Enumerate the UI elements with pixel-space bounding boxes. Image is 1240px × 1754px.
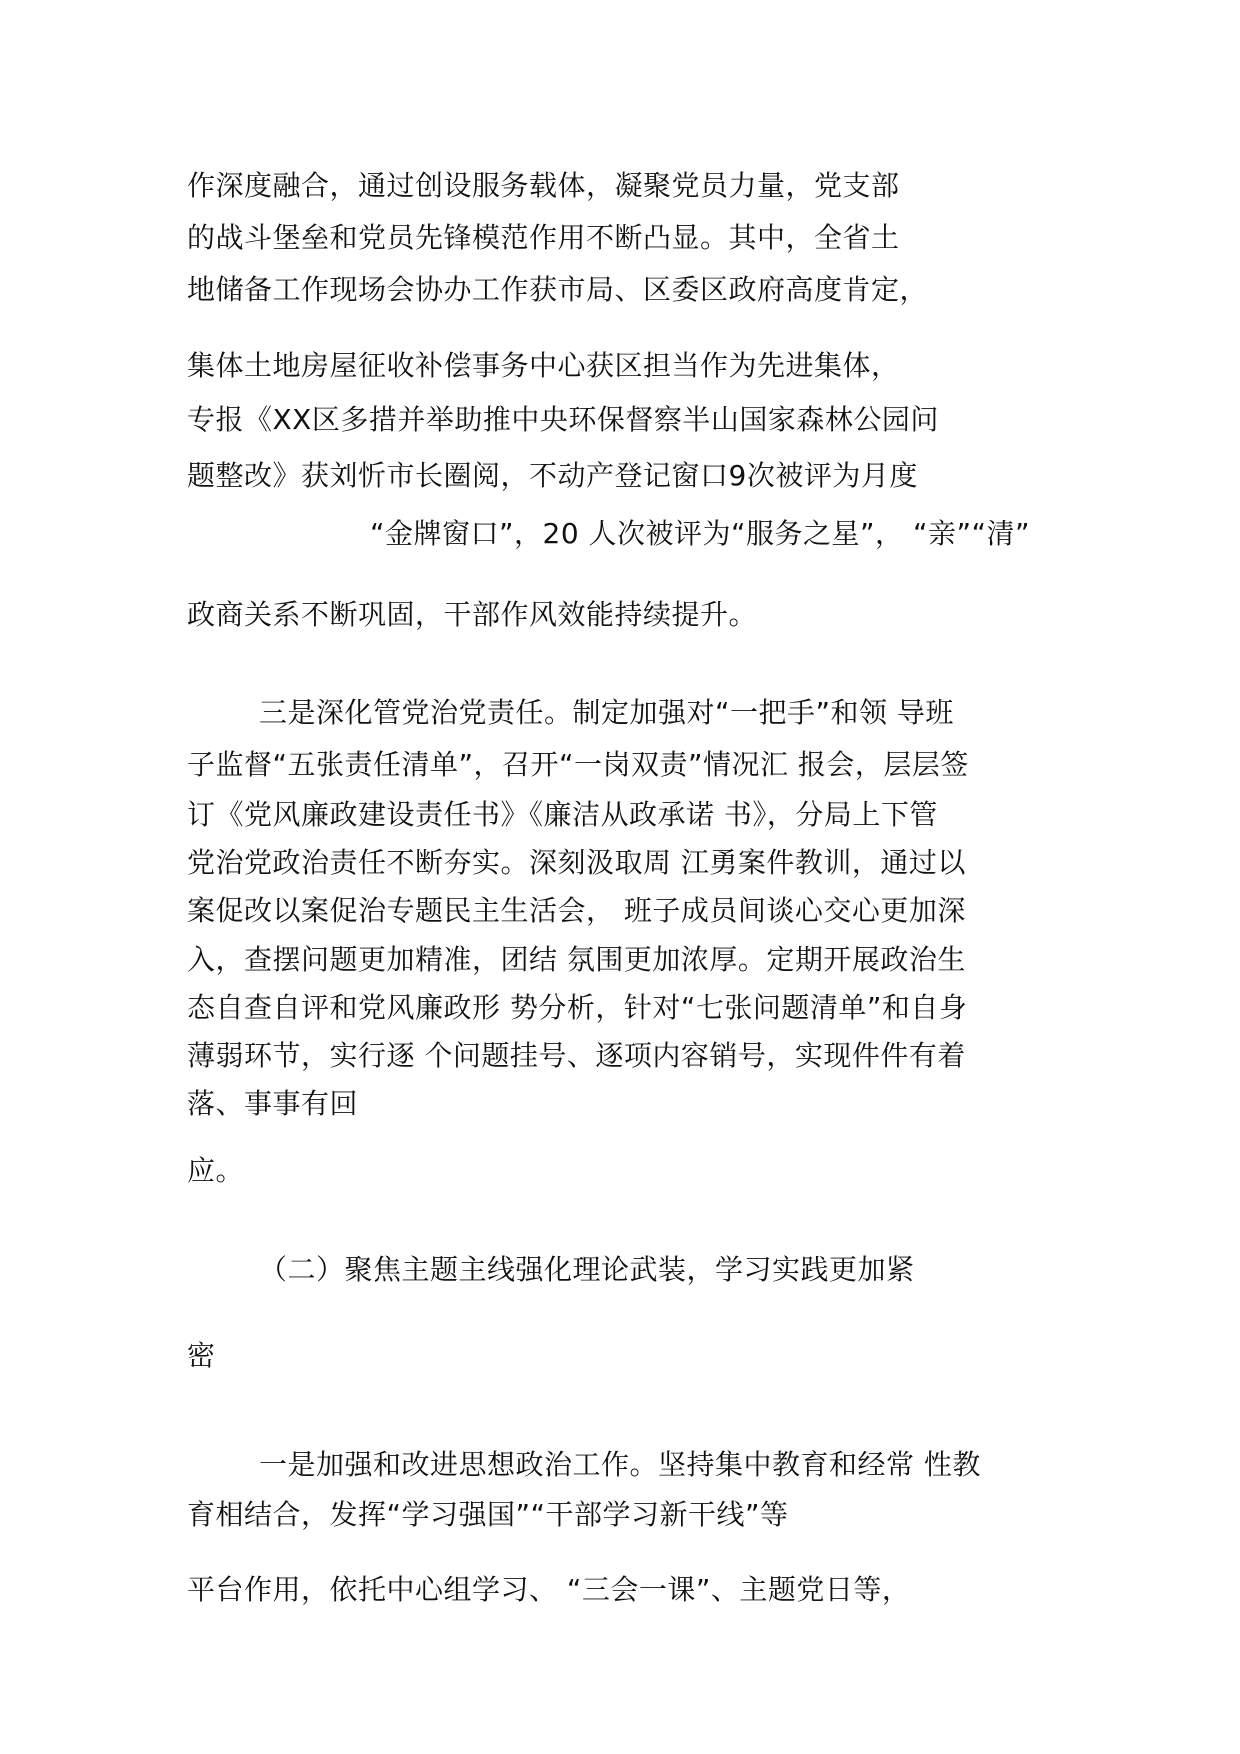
section-heading-continuation: 密	[187, 1339, 216, 1372]
paragraph-first-line: 三是深化管党治党责任。制定加强对“一把手”和领 导班	[259, 696, 954, 729]
paragraph-line: 应。	[187, 1154, 245, 1187]
paragraph-line: 地储备工作现场会协办工作获市局、区委区政府高度肯定，	[187, 273, 929, 306]
paragraph-line: 作深度融合，通过创设服务载体，凝聚党员力量，党支部	[187, 169, 900, 202]
paragraph-line: 的战斗堡垒和党员先锋模范作用不断凸显。其中，全省土	[187, 221, 900, 254]
paragraph-line: 薄弱环节，实行逐 个问题挂号、逐项内容销号，实现件件有着	[187, 1039, 966, 1072]
paragraph-line: 党治党政治责任不断夯实。深刻汲取周 江勇案件教训，通过以	[187, 846, 966, 879]
paragraph-line: 集体土地房屋征收补偿事务中心获区担当作为先进集体，	[187, 349, 900, 382]
paragraph-line: 落、事事有回	[187, 1087, 359, 1120]
paragraph-line: 订《党风廉政建设责任书》《廉洁从政承诺 书》，分局上下管	[187, 798, 938, 831]
paragraph-line: 入，查摆问题更加精准，团结 氛围更加浓厚。定期开展政治生	[187, 943, 966, 976]
paragraph-line: 平台作用，依托中心组学习、 “三会一课”、主题党日等，	[187, 1573, 911, 1606]
paragraph-line: 态自查自评和党风廉政形 势分析，针对“七张问题清单”和自身	[187, 991, 968, 1024]
paragraph-line: 案促改以案促治专题民主生活会， 班子成员间谈心交心更加深	[187, 894, 966, 927]
section-heading: （二）聚焦主题主线强化理论武装，学习实践更加紧	[259, 1253, 915, 1286]
paragraph-line: 专报《XX区多措并举助推中央环保督察半山国家森林公园问	[187, 403, 939, 436]
paragraph-line: 子监督“五张责任清单”，召开“一岗双责”情况汇 报会，层层签	[187, 748, 969, 781]
paragraph-line: 政商关系不断巩固，干部作风效能持续提升。	[187, 598, 758, 631]
paragraph-line: 育相结合，发挥“学习强国”“干部学习新干线”等	[187, 1498, 789, 1531]
paragraph-line: 题整改》获刘忻市长圈阅，不动产登记窗口9次被评为月度	[187, 459, 918, 492]
paragraph-first-line: 一是加强和改进思想政治工作。坚持集中教育和经常 性教	[259, 1448, 981, 1481]
paragraph-line: “金牌窗口”，20 人次被评为“服务之星”， “亲”“清”	[370, 517, 1030, 550]
